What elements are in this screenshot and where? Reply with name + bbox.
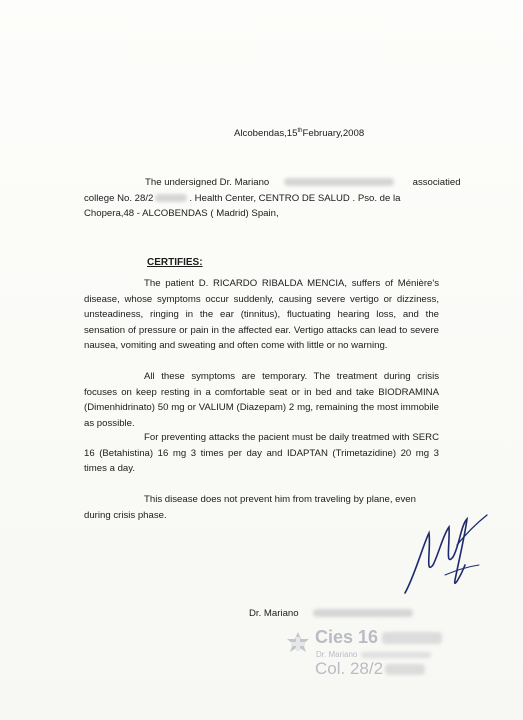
date-month-year: February,2008 [302,128,365,139]
date-superscript: th [297,128,303,134]
date-line [234,124,364,141]
redacted-stamp-college [385,664,425,675]
certifies-heading: CERTIFIES: [147,257,203,268]
stamp-line-2 [316,650,431,659]
handwritten-signature [395,505,495,605]
intro-college-number: college No. 28/2 [84,193,154,204]
signature-line [249,606,413,621]
paragraph-diagnosis: The patient D. RICARDO RIBALDA MENCIA, suffers of Ménière's disease, whose symptoms occur suddenly, causing severe vertigo or dizziness, unsteadiness, ringing in the ear (tinnitus), fluctuating hearing loss, and the sensation of pressure or pain in the affected ear. Vertigo attacks can lead to severe nausea, vomiting and sweating and often come with little or no warning. [84,278,439,352]
paragraph-treatment: All these symptoms are temporary. The treatment during crisis focuses on keep resting in a comfortable seat or in bed and take BIODRAMINA (Dimenhidrinato) 50 mg or VALIUM (Diazepam) 2 mg, remaining the most immobile as possible. [84,371,439,429]
intro-line-1 [145,175,461,190]
intro-undersigned: The undersigned Dr. Mariano [145,177,270,188]
intro-health-center: . Health Center, CENTRO DE SALUD . Pso. de la [189,193,401,204]
stamp-code: Cies 16 [315,627,379,647]
paragraph-prevention: For preventing attacks the pacient must be daily treatmed with SERC 16 (Betahistina) 16 mg 3 times per day and IDAPTAN (Trimetazidine) 20 mg 3 times a day. [84,432,439,475]
intro-address: Chopera,48 - ALCOBENDAS ( Madrid) Spain, [84,208,279,219]
redacted-surname [284,178,394,186]
stamp-emblem-icon [283,629,313,659]
intro-associated: associatied [412,177,461,188]
intro-line-2 [84,191,401,206]
stamp-college: Col. 28/2 [315,659,384,678]
redacted-signature-surname [313,609,413,617]
redacted-stamp-code [382,632,442,644]
stamp-line-1 [315,627,442,648]
redacted-college-number [155,194,187,202]
stamp-line-3 [315,659,425,679]
date-place: Alcobendas,15 [234,128,298,139]
signature-name: Dr. Mariano [249,608,299,619]
paragraph-travel: This disease does not prevent him from traveling by plane, even during crisis phase. [84,494,416,521]
redacted-stamp-name [361,652,431,658]
stamp-doctor: Dr. Mariano [316,650,358,659]
